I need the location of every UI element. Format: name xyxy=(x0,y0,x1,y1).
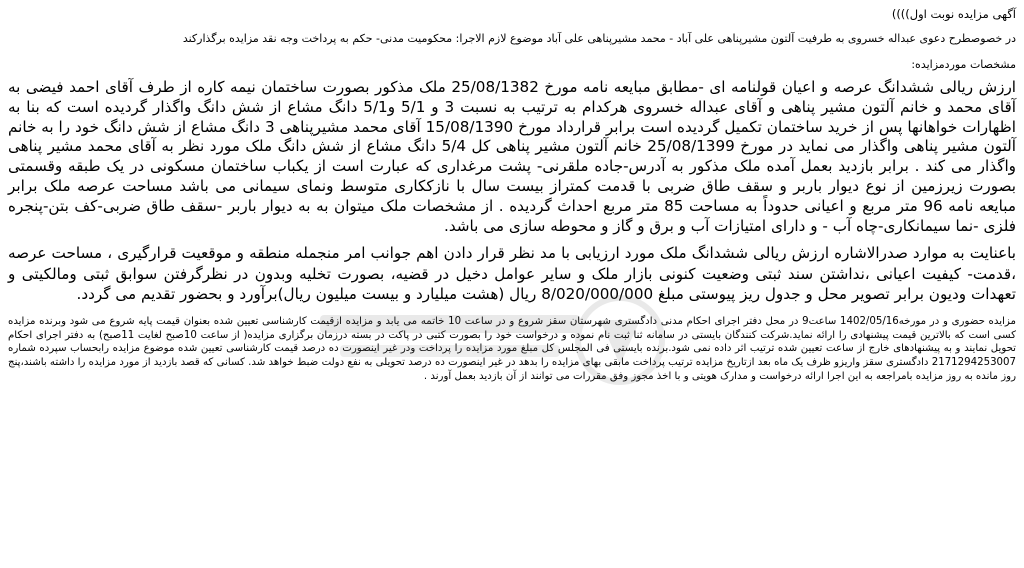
specs-label: مشخصات موردمزایده: xyxy=(911,58,1016,71)
case-description: در خصوصطرح دعوی عبداله خسروی به طرفیت آلتون مشیرپناهی علی آباد - محمد مشیرپناهی علی آباد موضوع لازم الاجرا: محکومیت مدنی- حکم به پرداخت وجه نقد مزایده برگذارکند xyxy=(182,32,1016,45)
notice-title: آگهی مزایده نوبت اول)))) xyxy=(891,7,1016,21)
auction-terms-paragraph: مزایده حضوری و در مورخه1402/05/16 ساعت9 در محل دفتر اجرای احکام مدنی دادگستری شهرستان سقز شروع و در ساعت 10 خاتمه می یابد و مزایده ازقیمت کارشناسی تعیین شده بعنوان قیمت پایه شروع می شود وبرنده مزایده کسی است که بالاترین قیمت پیشنهادی را ارائه نماید.شرکت کنندگان بایستی در سامانه ثنا ثبت نام نموده و درخواست خود را بصورت کتبی در پاکت در بسته درزمان برگزاری مزایده( از ساعت 10صبح لغایت 11صبح) به دفتر اجرای احکام تحویل نمایند و به پیشنهادهای خارج از ساعت تعیین شده ترتیب اثر داده نمی شود.برنده بایستی فی المجلس کل مبلغ مورد مزایده را پرداخت ودر غیر اینصورت ده درصد قیمت کارشناسی تعیین شده موضوع مزایده رابحساب سپرده شماره 2171294253007 دادگستری سقز واریزو ظرف یک ماه بعد ازتاریخ مزایده ترتیب پرداخت مابقی بهای مزایده را بدهد در غیر اینصورت ده درصد تحویلی به نفع دولت ضبط خواهد شد. کسانی که قصد بازدید از مورد مزایده را داشته باشند،پنج روز مانده به روز مزایده بامراجعه به این اجرا ارائه درخواست و مدارک هویتی و با اخذ مجوز وفق مقررات می توانند از آن بازدید بعمل آورند . xyxy=(8,315,1016,383)
property-description-paragraph: ارزش ریالی ششدانگ عرصه و اعیان قولنامه ای -مطابق مبایعه نامه مورخ 25/08/1382 ملک مذکور بصورت ساختمان نیمه کاره از طرف آقای احمد فیضی به آقای محمد و خانم آلتون مشیر پناهی و آقای عبداله خسروی هرکدام به ترتیب به نسبت 3 و 5/1 و5/1 دانگ مشاع از شش دانگ واگذار گردیده است که بنا به اظهارات خواهانها پس از خرید ساختمان تکمیل گردیده است برابر قرارداد مورخ 15/08/1390 آقای محمد مشیرپناهی 3 دانگ مشاع از شش دانگ خود را به خانم آلتون مشیر پناهی واگذار می نماید در مورخ 25/08/1399 خانم آلتون مشیر پناهی کل 5/4 دانگ مشاع از شش دانگ ملک مورد نظر به آقای محمد مشیر پناهی واگذار می کند . برابر بازدید بعمل آمده ملک مذکور به آدرس-جاده ملقرنی- پشت مرغداری که عبارت است از یکباب ساختمان مسکونی در یک طبقه وقسمتی بصورت زیرزمین از نوع دیوار باربر و سقف طاق ضربی با قدمت کمتراز بیست سال با نازککاری متوسط ونمای سیمانی می باشد مساحت عرصه ملک برابر مبایعه نامه 96 متر مربع و اعیانی حدوداً به مساحت 85 متر مربع احداث گردیده . از مشخصات ملک میتوان به به دیوار باربر -سقف طاق ضربی-کف بتن-پنجره فلزی -نما سیمانکاری-چاه آب - و دارای امتیازات آب و برق و گاز و محوطه سازی می باشد. xyxy=(8,78,1017,235)
valuation-paragraph: باعنایت به موارد صدرالاشاره ارزش ریالی ششدانگ ملک مورد ارزیابی با مد نظر قرار دادن اهم جوانب امر منجمله منطقه و موقعیت قرارگیری ، مساحت عرصه ،قدمت- کیفیت اعیانی ،نداشتن سند ثبتی وضعیت کنونی بازار ملک و سایر عوامل دخیل در قضیه، بصورت تخلیه وبدون در نظرگرفتن سوابق ثبتی ومالکیتی و تعهدات ودیون برابر تصویر محل و جدول ریز پیوستی مبلغ 8/020/000/000 ریال (هشت میلیارد و بیست میلیون ریال)برآورد و بحضور تقدیم می گردد. xyxy=(8,244,1016,304)
